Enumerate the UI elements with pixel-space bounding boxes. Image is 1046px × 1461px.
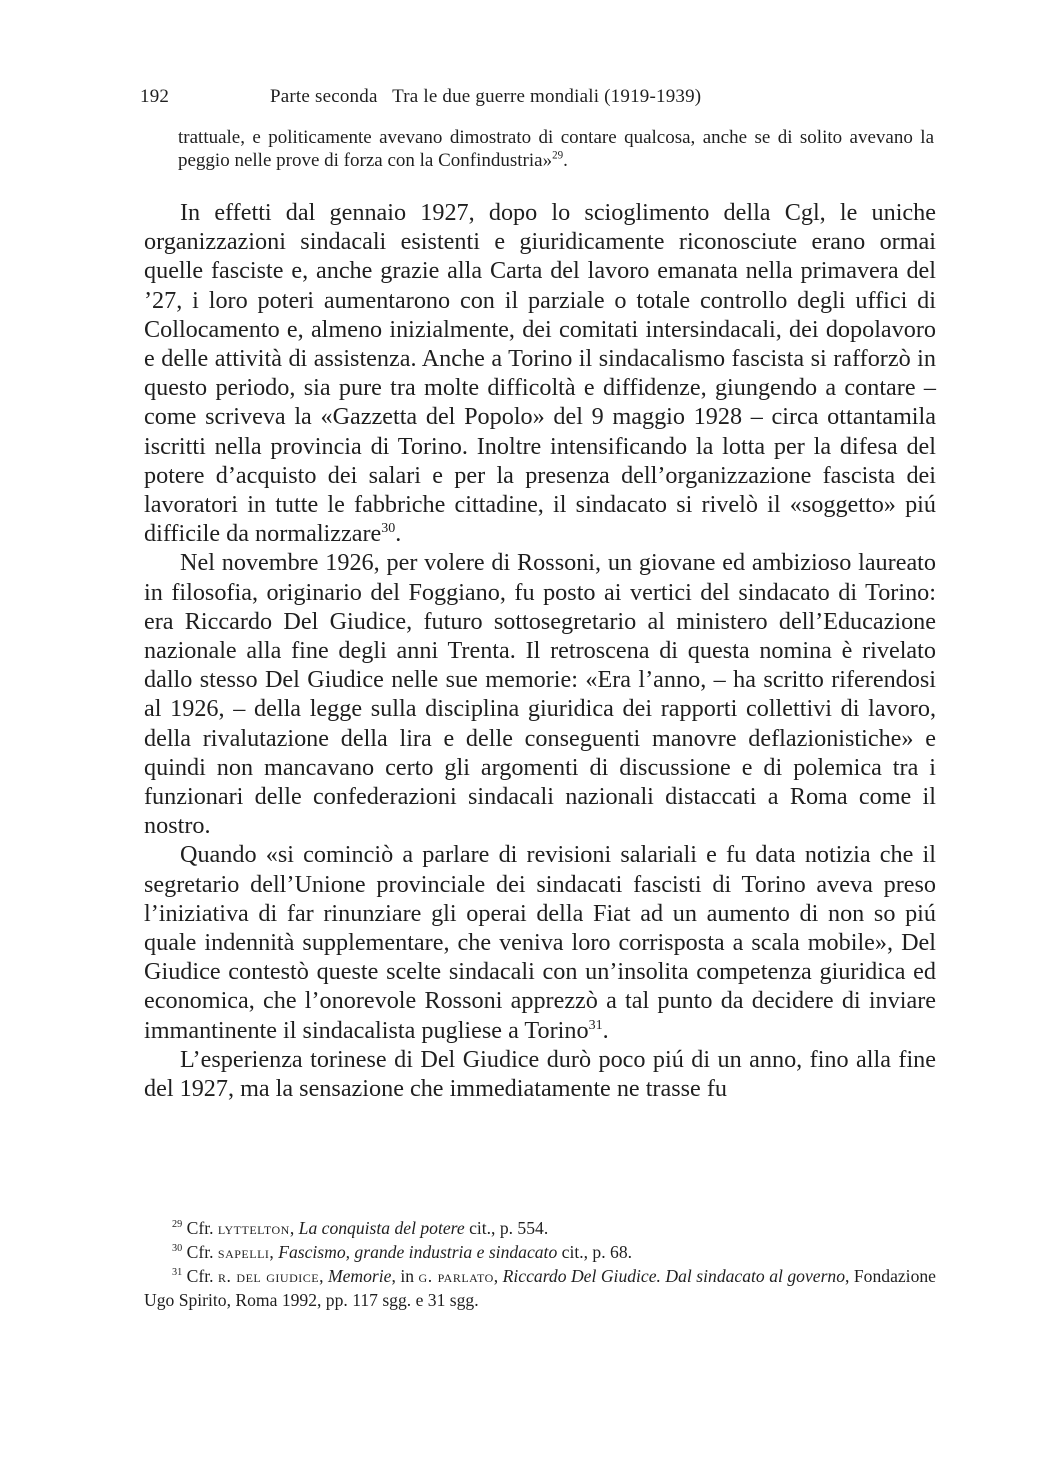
paragraph bbox=[144, 1045, 936, 1103]
footnote-31 bbox=[144, 1264, 936, 1312]
footnote-rest: , Fondazione Ugo Spirito, Roma 1992, pp. 117 sgg. e 31 sgg. bbox=[144, 1266, 936, 1310]
paragraph-end: . bbox=[395, 520, 402, 548]
footnote-cfr: Cfr. bbox=[186, 1266, 214, 1286]
running-title: Parte seconda Tra le due guerre mondiali (1919-1939) bbox=[270, 86, 702, 107]
footnote-rest: cit., p. 68. bbox=[561, 1242, 633, 1262]
footnote-sep: , bbox=[269, 1242, 274, 1262]
footnote-29 bbox=[144, 1216, 936, 1240]
footnote-title: Riccardo Del Giudice. Dal sindacato al governo bbox=[502, 1266, 846, 1286]
footnote-number: 29 bbox=[172, 1219, 183, 1231]
footnote-author: sapelli bbox=[217, 1242, 270, 1262]
block-quote bbox=[178, 126, 934, 172]
footnote-number: 31 bbox=[172, 1267, 183, 1279]
footnote-sep: , bbox=[319, 1266, 324, 1286]
footnote-number: 30 bbox=[172, 1243, 183, 1255]
paragraph-text: L’esperienza torinese di Del Giudice durò poco piú di un anno, fino alla fine del 1927, ma la sensazione che immediatamente ne trasse fu bbox=[144, 1045, 936, 1103]
footnote-cfr: Cfr. bbox=[186, 1218, 214, 1238]
footnote-ref: 31 bbox=[588, 1016, 603, 1033]
paragraph bbox=[144, 198, 936, 548]
footnote-author: r. del giudice bbox=[218, 1266, 320, 1286]
footnote-author: g. parlato bbox=[418, 1266, 494, 1286]
paragraph-text: Quando «si cominciò a parlare di revisioni salariali e fu data notizia che il segretario dell’Unione provinciale dei sindacati fascisti di Torino aveva preso l’iniziativa di far rinunziare gli operai della Fiat ad un aumento di non so piú quale indennità supplementare, che veniva loro corrisposta a scala mobile», Del Giudice contestò queste scelte sindacali con un’insolita competenza giuridica ed economica, che l’onorevole Rossoni apprezzò a tal punto da decidere di inviare immantinente il sindacalista pugliese a Torino bbox=[144, 841, 936, 1044]
footnote-30 bbox=[144, 1240, 936, 1264]
footnote-ref: 30 bbox=[381, 520, 396, 537]
footnote-mid: , in bbox=[391, 1266, 415, 1286]
footnote-author: lyttelton bbox=[217, 1218, 290, 1238]
paragraph-text: Nel novembre 1926, per volere di Rossoni, un giovane ed ambizioso laureato in filosofia, originario del Foggiano, fu posto ai vertici del sindacato di Torino: era Riccardo Del Giudice, futuro sottosegretario al ministero dell’Educazione nazionale alla fine degli anni Trenta. Il retroscena di questa nomina è rivelato dallo stesso Del Giudice nelle sue memorie: «Era l’anno, – ha scritto riferendosi al 1926, – della legge sulla disciplina giuridica dei rapporti collettivi di lavoro, della rivalutazione della lira e delle conseguenti manovre deflazionistiche» e quindi non mancavano certo gli argomenti di discussione e di polemica tra i funzionari delle confederazioni sindacali nazionali distaccati a Roma come il nostro. bbox=[144, 549, 936, 840]
paragraph bbox=[144, 548, 936, 840]
footnote-cfr: Cfr. bbox=[186, 1242, 214, 1262]
paragraph-end: . bbox=[602, 1016, 609, 1044]
footnote-sep: , bbox=[289, 1218, 295, 1238]
footnote-sep: , bbox=[493, 1266, 499, 1286]
footnote-rest: cit., p. 554. bbox=[469, 1218, 549, 1238]
footnote-title: Fascismo, grande industria e sindacato bbox=[278, 1242, 558, 1262]
footnote-title: La conquista del potere bbox=[298, 1218, 465, 1238]
footnote-title: Memorie bbox=[327, 1266, 392, 1286]
paragraph bbox=[144, 840, 936, 1044]
quote-text: trattuale, e politicamente avevano dimostrato di contare qualcosa, anche se di solito avevano la peggio nelle prove di forza con la Confindustria» bbox=[178, 127, 934, 171]
body-text bbox=[144, 198, 936, 1103]
quote-end: . bbox=[563, 150, 568, 171]
footnotes bbox=[144, 1216, 936, 1312]
page-number: 192 bbox=[140, 86, 170, 107]
paragraph-text: In effetti dal gennaio 1927, dopo lo scioglimento della Cgl, le uniche organizzazioni sindacali esistenti e giuridicamente riconosciute erano ormai quelle fasciste e, anche grazie alla Carta del lavoro emanata nella primavera del ’27, i loro poteri aumentarono con il parziale o totale controllo degli uffici di Collocamento e, almeno inizialmente, dei comitati intersindacali, dei dopolavoro e delle attività di assistenza. Anche a Torino il sindacalismo fascista si rafforzò in questo periodo, sia pure tra molte difficoltà e diffidenze, giungendo a contare – come scriveva la «Gazzetta del Popolo» del 9 maggio 1928 – circa ottantamila iscritti nella provincia di Torino. Inoltre intensificando la lotta per la difesa del potere d’acquisto dei salari e per la presenza dell’organizzazione fascista dei lavoratori in tutte le fabbriche cittadine, il sindacato si rivelò il «soggetto» piú difficile da normalizzare bbox=[144, 199, 936, 548]
footnote-ref: 29 bbox=[552, 149, 564, 162]
